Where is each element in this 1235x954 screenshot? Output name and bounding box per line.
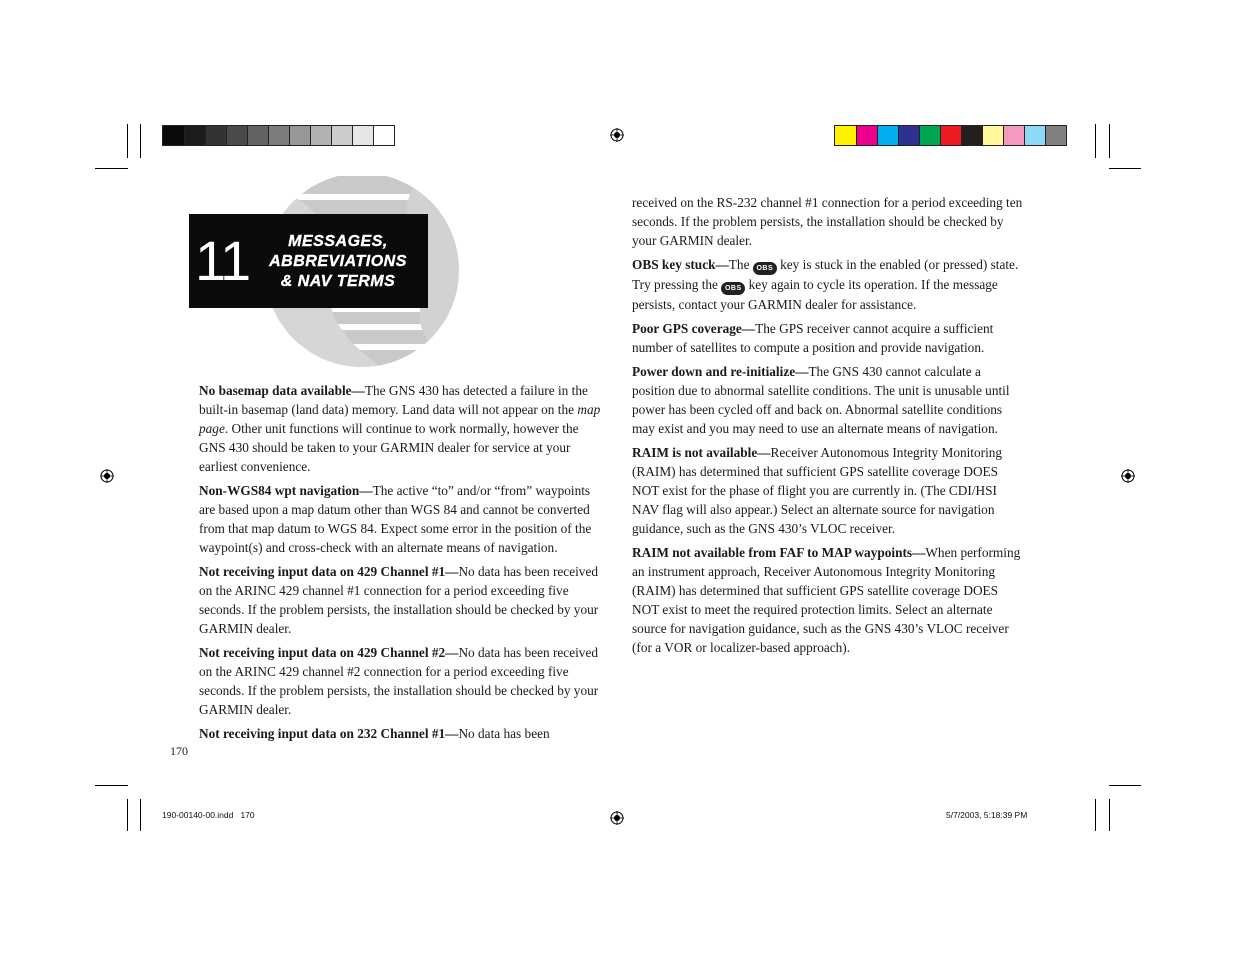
message-entry <box>199 562 605 638</box>
color-swatch <box>268 126 289 145</box>
crop-mark-bl-h <box>95 785 128 786</box>
bleed-mark-bl <box>140 799 141 831</box>
message-body: When performing an instrument approach, Receiver Autonomous Integrity Monitoring (RAIM) has determined that sufficient GPS satellite coverage DOES NOT exist to meet the required protection limits. Select an alternate source for navigation guidance, such as the GNS 430’s VLOC receiver (for a VOR or localizer-based approach). <box>632 545 1021 655</box>
color-swatch <box>226 126 247 145</box>
message-entry <box>632 362 1027 438</box>
message-term: No basemap data available— <box>199 383 365 398</box>
chapter-title-line: & NAV TERMS <box>280 273 396 290</box>
message-term: RAIM not available from FAF to MAP waypoints— <box>632 545 926 560</box>
crop-mark-tl-v <box>127 124 128 158</box>
color-swatch <box>898 126 919 145</box>
message-term: Poor GPS coverage— <box>632 321 756 336</box>
color-swatch <box>331 126 352 145</box>
registration-mark-icon <box>100 469 114 483</box>
color-swatch <box>1045 126 1066 145</box>
crop-mark-tr-h <box>1109 168 1141 169</box>
crop-mark-bl-v <box>127 799 128 831</box>
registration-mark-icon <box>1121 469 1135 483</box>
color-swatch <box>982 126 1003 145</box>
message-body: The GPS receiver cannot acquire a sufficient number of satellites to compute a position and provide navigation. <box>632 321 994 355</box>
message-term: Power down and re-initialize— <box>632 364 809 379</box>
message-term: RAIM is not available— <box>632 445 771 460</box>
message-entry <box>199 643 605 719</box>
message-body: The <box>728 257 753 272</box>
message-entry <box>632 319 1027 357</box>
message-term: Non-WGS84 wpt navigation— <box>199 483 373 498</box>
message-continuation: received on the RS-232 channel #1 connection for a period exceeding ten seconds. If the problem persists, the installation should be checked by your GARMIN dealer. <box>632 195 1023 248</box>
crop-mark-br-v <box>1109 799 1110 831</box>
chapter-banner <box>189 214 428 308</box>
right-text-column <box>632 193 1027 662</box>
message-term: Not receiving input data on 232 Channel #1— <box>199 726 459 741</box>
message-body: Receiver Autonomous Integrity Monitoring (RAIM) has determined that sufficient GPS satellite coverage DOES NOT exist for the phase of flight you are currently in. (The CDI/HSI NAV flag will also appear.) Select an alternate source for navigation guidance, such as the GNS 430’s VLOC receiver. <box>632 445 1003 536</box>
bleed-mark-tl <box>140 124 141 158</box>
message-body: The active “to” and/or “from” waypoints are based upon a map datum other than WGS 84 and cannot be converted from that map datum to WGS 84. Expect some error in the position of the waypoint(s) and cross-check with an alternate means of navigation. <box>199 483 592 555</box>
color-swatch <box>919 126 940 145</box>
color-swatch <box>289 126 310 145</box>
obs-key-icon: OBS <box>753 262 777 275</box>
color-swatch <box>856 126 877 145</box>
color-swatch <box>247 126 268 145</box>
chapter-title-line: MESSAGES, <box>288 233 388 250</box>
message-entry <box>632 443 1027 538</box>
crop-mark-br-h <box>1109 785 1141 786</box>
message-body: key again to cycle its operation. If the message persists, contact your GARMIN dealer for assistance. <box>632 277 998 312</box>
crop-mark-tr-v <box>1109 124 1110 158</box>
message-body: No data has been received on the ARINC 429 channel #2 connection for a period exceeding five seconds. If the problem persists, the installation should be checked by your GARMIN dealer. <box>199 645 599 717</box>
bleed-mark-br <box>1095 799 1096 831</box>
message-body: No data has been received on the ARINC 429 channel #1 connection for a period exceeding five seconds. If the problem persists, the installation should be checked by your GARMIN dealer. <box>199 564 599 636</box>
message-entry <box>199 724 605 743</box>
crop-mark-tl-h <box>95 168 128 169</box>
slug-file-name: 190-00140-00.indd 170 <box>162 810 255 820</box>
left-text-column <box>199 381 605 748</box>
color-swatch <box>940 126 961 145</box>
grayscale-color-bar <box>162 125 395 146</box>
message-term: Not receiving input data on 429 Channel #2— <box>199 645 459 660</box>
color-swatch <box>877 126 898 145</box>
color-swatch <box>835 126 856 145</box>
slug-date: 5/7/2003, 5:18:39 PM <box>946 810 1028 820</box>
message-entry <box>199 481 605 557</box>
chapter-title <box>255 232 421 292</box>
color-swatch <box>205 126 226 145</box>
message-body: . Other unit functions will continue to work normally, however the GNS 430 should be taken to your GARMIN dealer for service at your earliest convenience. <box>199 421 579 474</box>
message-body: The GNS 430 cannot calculate a position due to abnormal satellite conditions. The unit is unusable until power has been cycled off and back on. Abnormal satellite conditions may exist and you may need to use an alternate means of navigation. <box>632 364 1010 436</box>
message-term: OBS key stuck— <box>632 257 729 272</box>
color-swatch <box>310 126 331 145</box>
chapter-title-line: ABBREVIATIONS <box>269 253 407 270</box>
message-body: The GNS 430 has detected a failure in the built-in basemap (land data) memory. Land data will not appear on the <box>199 383 588 417</box>
color-swatch <box>1003 126 1024 145</box>
process-color-bar <box>834 125 1067 146</box>
color-swatch <box>352 126 373 145</box>
color-swatch <box>373 126 394 145</box>
obs-key-icon: OBS <box>721 282 745 295</box>
message-body: key is stuck in the enabled (or pressed) state. Try pressing the <box>632 257 1019 292</box>
message-body-emphasis: map page <box>199 402 601 436</box>
registration-mark-icon <box>610 811 624 825</box>
color-swatch <box>163 126 184 145</box>
color-swatch <box>1024 126 1045 145</box>
message-entry <box>199 381 605 476</box>
message-body: No data has been <box>458 726 550 741</box>
page-number: 170 <box>170 744 188 758</box>
color-swatch <box>961 126 982 145</box>
registration-mark-icon <box>610 128 624 142</box>
bleed-mark-tr <box>1095 124 1096 158</box>
message-term: Not receiving input data on 429 Channel #1— <box>199 564 459 579</box>
color-swatch <box>184 126 205 145</box>
message-entry <box>632 543 1027 657</box>
chapter-number: 11 <box>195 229 250 292</box>
message-entry <box>632 255 1027 314</box>
